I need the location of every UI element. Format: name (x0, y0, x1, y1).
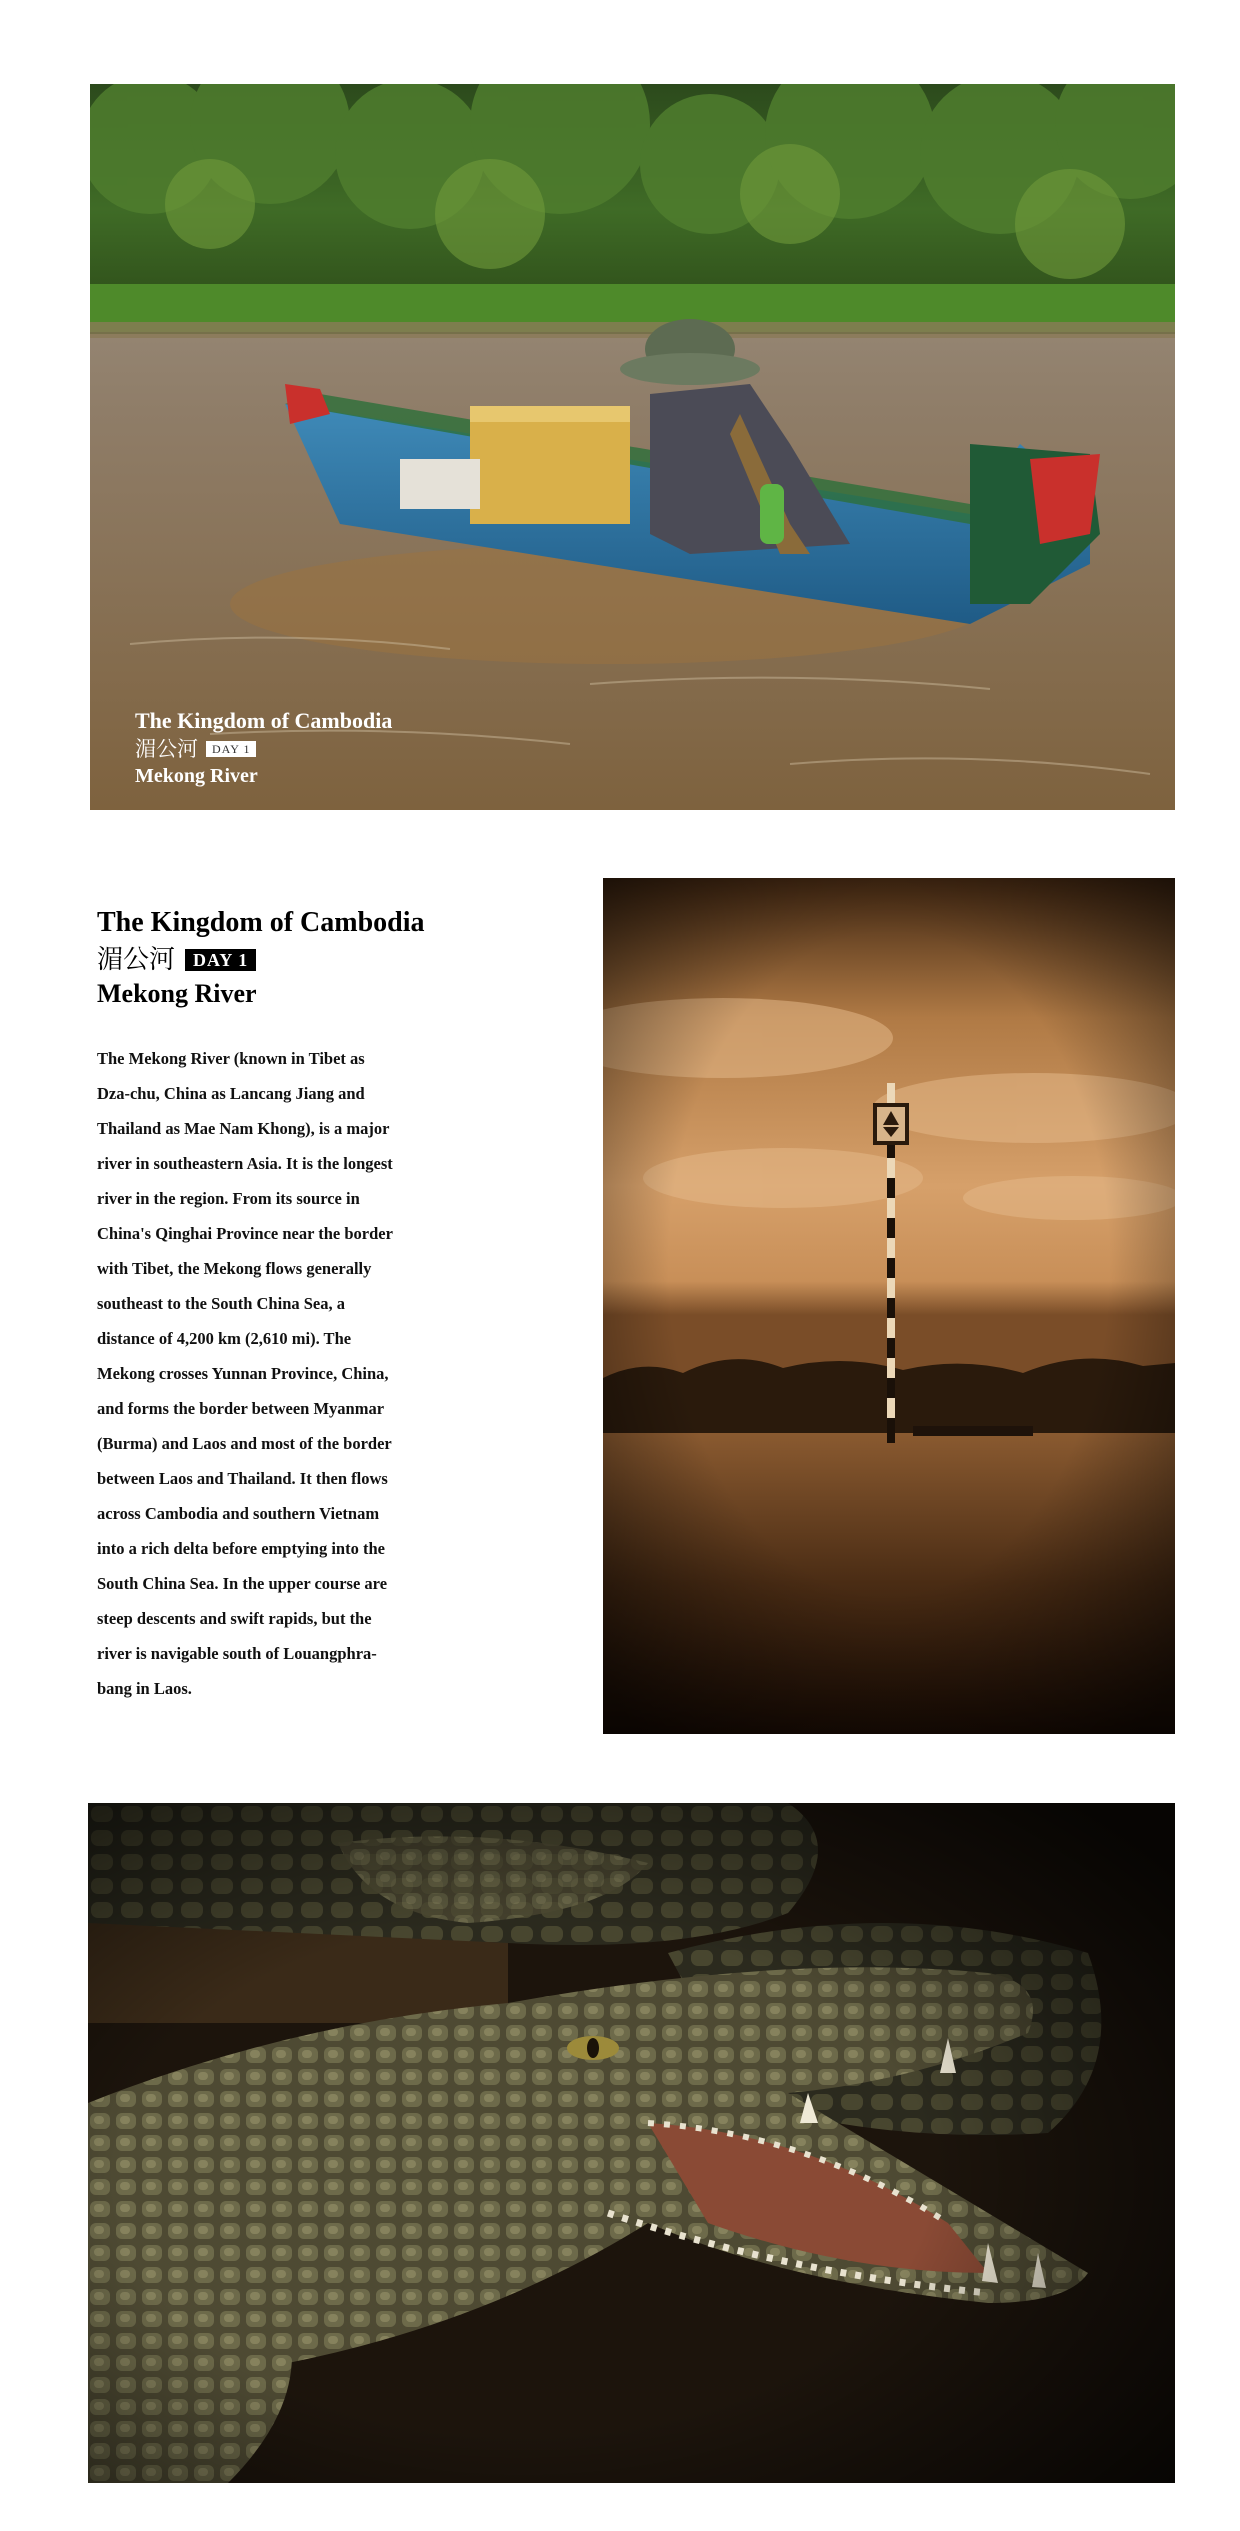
body-line: into a rich delta before emptying into the (97, 1539, 385, 1558)
article (97, 905, 452, 1706)
photo-caption (135, 706, 392, 790)
body-line: Mekong crosses Yunnan Province, China, (97, 1364, 389, 1383)
body-line: bang in Laos. (97, 1679, 192, 1698)
caption-name-row (135, 736, 392, 762)
body-line: river in the region. From its source in (97, 1189, 360, 1208)
caption-title: The Kingdom of Cambodia (135, 708, 393, 733)
body-line: between Laos and Thailand. It then flows (97, 1469, 388, 1488)
channel-marker-photo (603, 878, 1175, 1734)
body-line: with Tibet, the Mekong flows generally (97, 1259, 372, 1278)
body-line: (Burma) and Laos and most of the border (97, 1434, 392, 1453)
body-line: Thailand as Mae Nam Khong), is a major (97, 1119, 390, 1138)
crocodile-photo (88, 1803, 1175, 2483)
body-line: Dza-chu, China as Lancang Jiang and (97, 1084, 365, 1103)
caption-chinese-name: 湄公河 (135, 737, 198, 761)
caption-day-badge: DAY 1 (206, 741, 256, 757)
article-title: The Kingdom of Cambodia (97, 907, 425, 938)
body-line: distance of 4,200 km (2,610 mi). The (97, 1329, 352, 1348)
article-body (97, 1041, 452, 1706)
body-line: river in southeastern Asia. It is the longest (97, 1154, 393, 1173)
body-line: southeast to the South China Sea, a (97, 1294, 345, 1313)
body-line: steep descents and swift rapids, but the (97, 1609, 372, 1628)
body-line: and forms the border between Myanmar (97, 1399, 385, 1418)
article-subtitle: Mekong River (97, 979, 257, 1008)
caption-subtitle: Mekong River (135, 765, 258, 787)
article-day-badge: DAY 1 (185, 949, 256, 971)
article-chinese-name: 湄公河 (97, 945, 176, 975)
channel-marker-photo-image (603, 878, 1175, 1734)
body-line: across Cambodia and southern Vietnam (97, 1504, 380, 1523)
boat-photo-image (90, 84, 1175, 810)
article-name-row (97, 943, 452, 977)
body-line: China's Qinghai Province near the border (97, 1224, 393, 1243)
crocodile-photo-image (88, 1803, 1175, 2483)
body-line: river is navigable south of Louangphra- (97, 1644, 377, 1663)
boat-photo (90, 84, 1175, 810)
body-line: South China Sea. In the upper course are (97, 1574, 388, 1593)
body-line: The Mekong River (known in Tibet as (97, 1049, 365, 1068)
